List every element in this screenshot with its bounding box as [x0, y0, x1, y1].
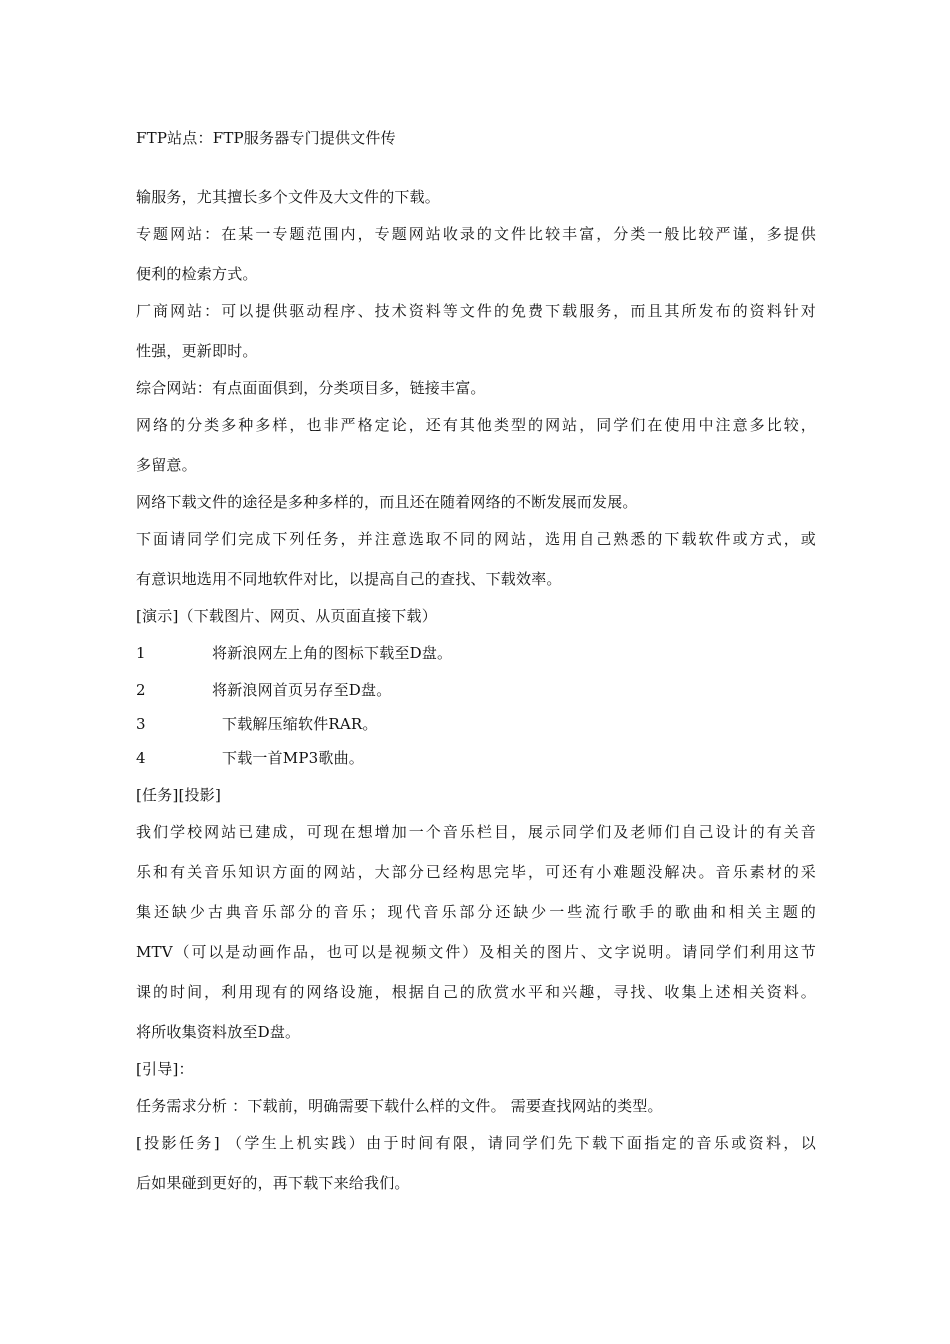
step-number: 3	[136, 715, 146, 733]
step-text: 下载解压缩软件RAR。	[222, 715, 378, 733]
paragraph-line-ftp-site: FTP站点：FTP服务器专门提供文件传	[136, 129, 396, 147]
step-text: 将新浪网首页另存至D盘。	[212, 681, 392, 699]
paragraph-line: 性强，更新即时。	[136, 342, 258, 360]
paragraph-line-vendor-site: 厂商网站：可以提供驱动程序、技术资料等文件的免费下载服务，而且其所发布的资料针对	[136, 302, 816, 320]
paragraph-line: 将所收集资料放至D盘。	[136, 1023, 301, 1041]
step-text: 将新浪网左上角的图标下载至D盘。	[212, 644, 453, 662]
paragraph-line: 后如果碰到更好的，再下载下来给我们。	[136, 1174, 410, 1192]
paragraph-line: 课的时间，利用现有的网络设施，根据自己的欣赏水平和兴趣，寻找、收集上述相关资料。	[136, 983, 816, 1001]
paragraph-line-task-intro: 下面请同学们完成下列任务，并注意选取不同的网站，选用自己熟悉的下载软件或方式，或	[136, 530, 816, 548]
demo-heading: [演示]（下载图片、网页、从页面直接下载）	[136, 607, 437, 625]
step-number: 1	[136, 644, 146, 662]
paragraph-line-download-ways: 网络下载文件的途径是多种多样的，而且还在随着网络的不断发展而发展。	[136, 493, 638, 511]
step-item	[136, 643, 816, 663]
paragraph-line-topic-site: 专题网站：在某一专题范围内，专题网站收录的文件比较丰富，分类一般比较严谨，多提供	[136, 225, 816, 243]
paragraph-line: 输服务，尤其擅长多个文件及大文件的下载。	[136, 188, 441, 206]
step-number: 2	[136, 681, 146, 699]
paragraph-line-task-desc: 我们学校网站已建成，可现在想增加一个音乐栏目，展示同学们及老师们自己设计的有关音	[136, 823, 816, 841]
paragraph-line: 集还缺少古典音乐部分的音乐；现代音乐部分还缺少一些流行歌手的歌曲和相关主题的	[136, 903, 816, 921]
step-item	[136, 680, 816, 700]
paragraph-line-general-site: 综合网站：有点面面俱到，分类项目多，链接丰富。	[136, 379, 486, 397]
step-text: 下载一首MP3歌曲。	[222, 749, 364, 767]
paragraph-line: MTV（可以是动画作品，也可以是视频文件）及相关的图片、文字说明。请同学们利用这节	[136, 943, 816, 961]
step-item	[136, 748, 816, 768]
step-number: 4	[136, 749, 146, 767]
paragraph-line: 便利的检索方式。	[136, 265, 258, 283]
paragraph-line-projection-task: [投影任务] （学生上机实践）由于时间有限，请同学们先下载下面指定的音乐或资料，以	[136, 1134, 816, 1152]
paragraph-line: 多留意。	[136, 456, 197, 474]
task-heading: [任务][投影]	[136, 786, 222, 804]
guide-heading: [引导]：	[136, 1060, 194, 1078]
step-item	[136, 714, 816, 734]
paragraph-line: 乐和有关音乐知识方面的网站，大部分已经构思完毕，可还有小难题没解决。音乐素材的采	[136, 863, 816, 881]
paragraph-line-requirement-analysis: 任务需求分析 ：下载前，明确需要下载什么样的文件。 需要查找网站的类型。	[136, 1097, 663, 1115]
paragraph-line: 有意识地选用不同地软件对比，以提高自己的查找、下载效率。	[136, 570, 562, 588]
paragraph-line-network-types: 网络的分类多种多样，也非严格定论，还有其他类型的网站，同学们在使用中注意多比较，	[136, 416, 816, 434]
